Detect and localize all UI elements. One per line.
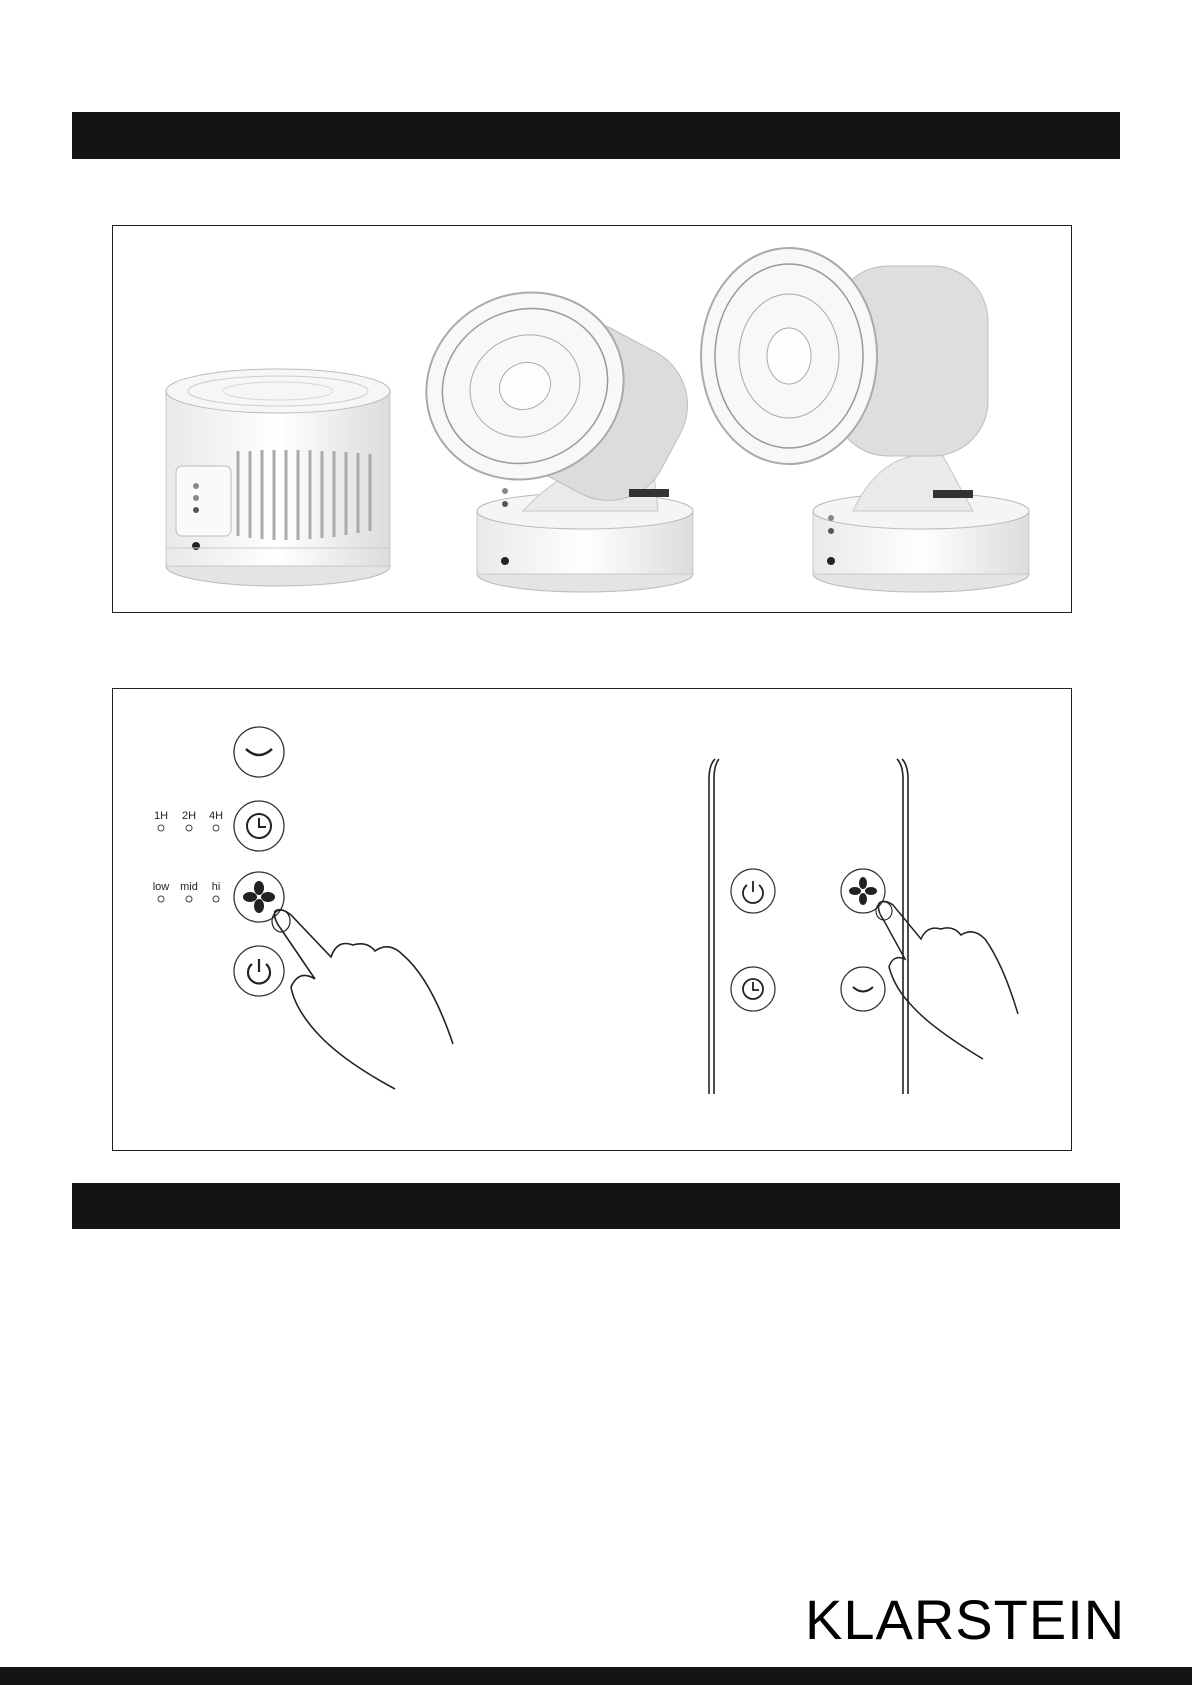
fan-folded	[166, 369, 390, 586]
speed-label-hi: hi	[211, 881, 221, 893]
timer-label-2h: 2H	[181, 810, 197, 822]
control-panel-frame	[112, 688, 1072, 1151]
oscillation-button-vertical[interactable]	[841, 967, 885, 1011]
fan-speed-button[interactable]	[234, 872, 284, 922]
timer-label-4h: 4H	[208, 810, 224, 822]
oscillation-button[interactable]	[234, 727, 284, 777]
vertical-panel	[709, 759, 908, 1094]
timer-button[interactable]	[234, 801, 284, 851]
speed-indicators	[153, 881, 221, 902]
speed-label-mid: mid	[180, 881, 198, 893]
fan-tilted	[395, 260, 708, 592]
product-illustration-frame	[112, 225, 1072, 613]
control-panel-illustration	[113, 689, 1070, 1149]
timer-label-1h: 1H	[153, 810, 169, 822]
timer-button-vertical[interactable]	[731, 967, 775, 1011]
brand-logo: KLARSTEIN	[805, 1588, 1126, 1651]
power-button-vertical[interactable]	[731, 869, 775, 913]
speed-label-low: low	[152, 881, 170, 893]
timer-indicators	[154, 810, 223, 831]
power-button[interactable]	[234, 946, 284, 996]
fan-upright	[701, 248, 1029, 592]
section-header-bar-top	[72, 112, 1120, 159]
product-illustration	[113, 226, 1070, 611]
hand-illustration-left	[275, 910, 453, 1089]
section-header-bar-bottom	[72, 1183, 1120, 1229]
footer-bar	[0, 1667, 1192, 1685]
hand-illustration-right	[879, 901, 1019, 1059]
